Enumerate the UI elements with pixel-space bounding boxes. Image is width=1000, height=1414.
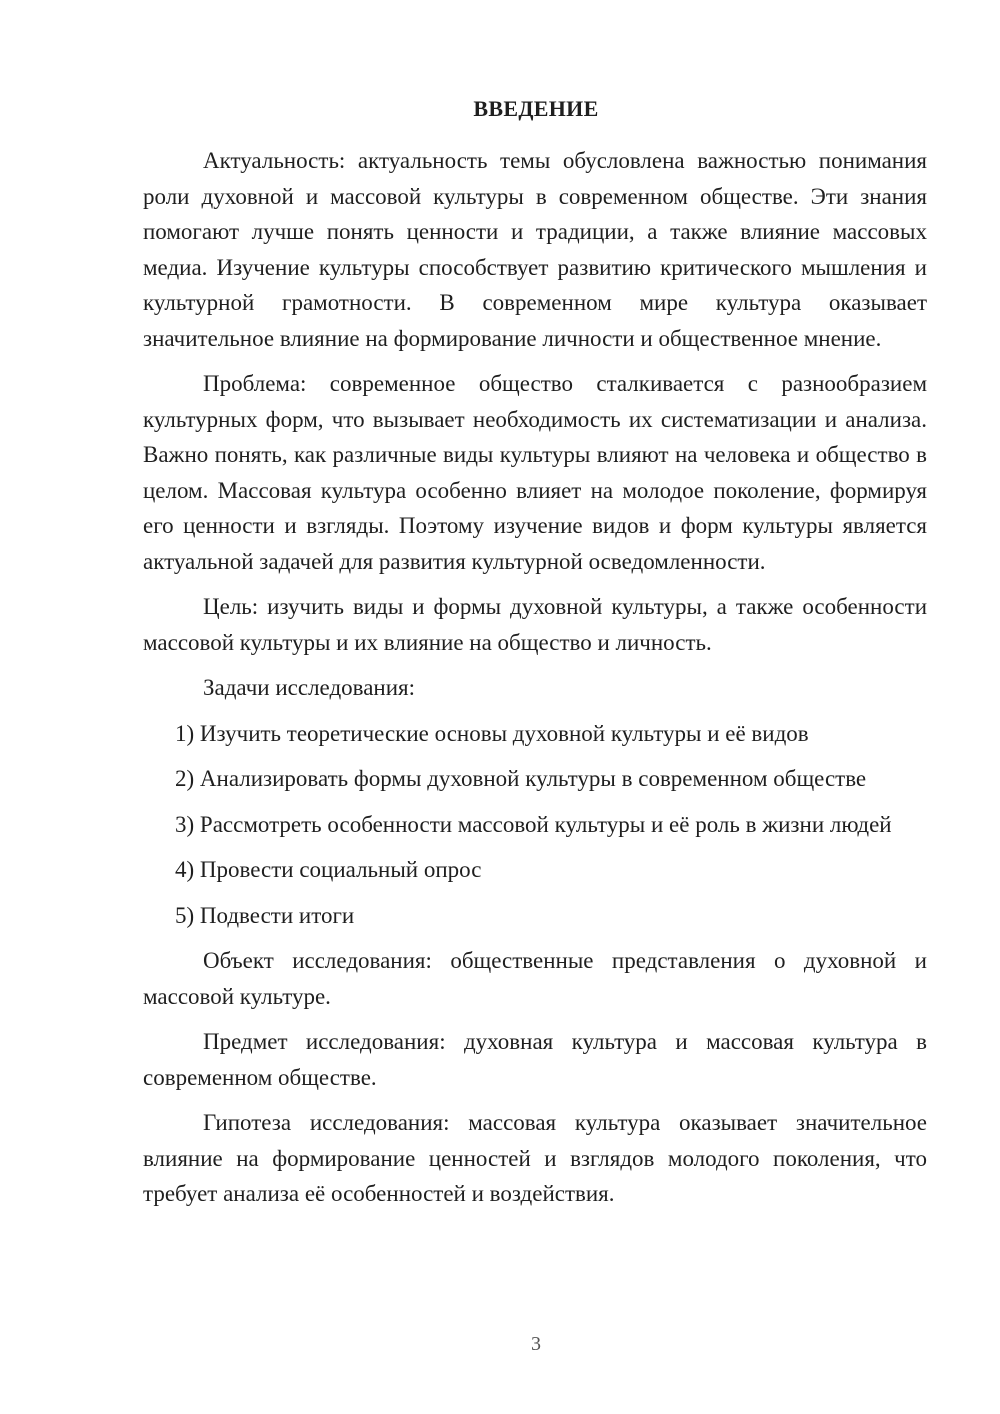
paragraph-goal: Цель: изучить виды и формы духовной культуры, а также особенности массовой культуры и их влияние на общество и личность. bbox=[143, 594, 927, 655]
list-item: 1) Изучить теоретические основы духовной культуры и её видов bbox=[175, 720, 809, 746]
page-number: 3 bbox=[531, 1333, 541, 1355]
paragraph-tasks-heading: Задачи исследования: bbox=[203, 675, 416, 700]
paragraph-object: Объект исследования: общественные представления о духовной и массовой культуре. bbox=[143, 948, 927, 1009]
document-body bbox=[143, 143, 927, 1222]
page-title: ВВЕДЕНИЕ bbox=[473, 96, 599, 121]
list-item: 3) Рассмотреть особенности массовой культуры и её роль в жизни людей bbox=[175, 811, 892, 837]
list-item: 4) Провести социальный опрос bbox=[175, 857, 482, 882]
list-item: 2) Анализировать формы духовной культуры в современном обществе bbox=[175, 766, 867, 791]
paragraph-problem: Проблема: современное общество сталкивается с разнообразием культурных форм, что вызывает необходимость их систематизации и анализа. Важно понять, как различные виды культуры влияют на человека и общество в целом. Массовая культура особенно влияет на молодое поколение, формируя его ценности и взгляды. Поэтому изучение видов и форм культуры является актуальной задачей для развития культурной осведомленности. bbox=[143, 371, 927, 574]
paragraph-relevance: Актуальность: актуальность темы обусловлена важностью понимания роли духовной и массовой культуры в современном обществе. Эти знания помогают лучше понять ценности и традиции, а также влияние массовых медиа. Изучение культуры способствует развитию критического мышления и культурной грамотности. В современном мире культура оказывает значительное влияние на формирование личности и общественное мнение. bbox=[143, 148, 927, 351]
list-item: 5) Подвести итоги bbox=[175, 902, 355, 928]
paragraph-hypothesis: Гипотеза исследования: массовая культура оказывает значительное влияние на формирование ценностей и взглядов молодого поколения, что требует анализа её особенностей и воздействия. bbox=[143, 1110, 927, 1206]
paragraph-subject: Предмет исследования: духовная культура и массовая культура в современном обществе. bbox=[143, 1029, 927, 1090]
